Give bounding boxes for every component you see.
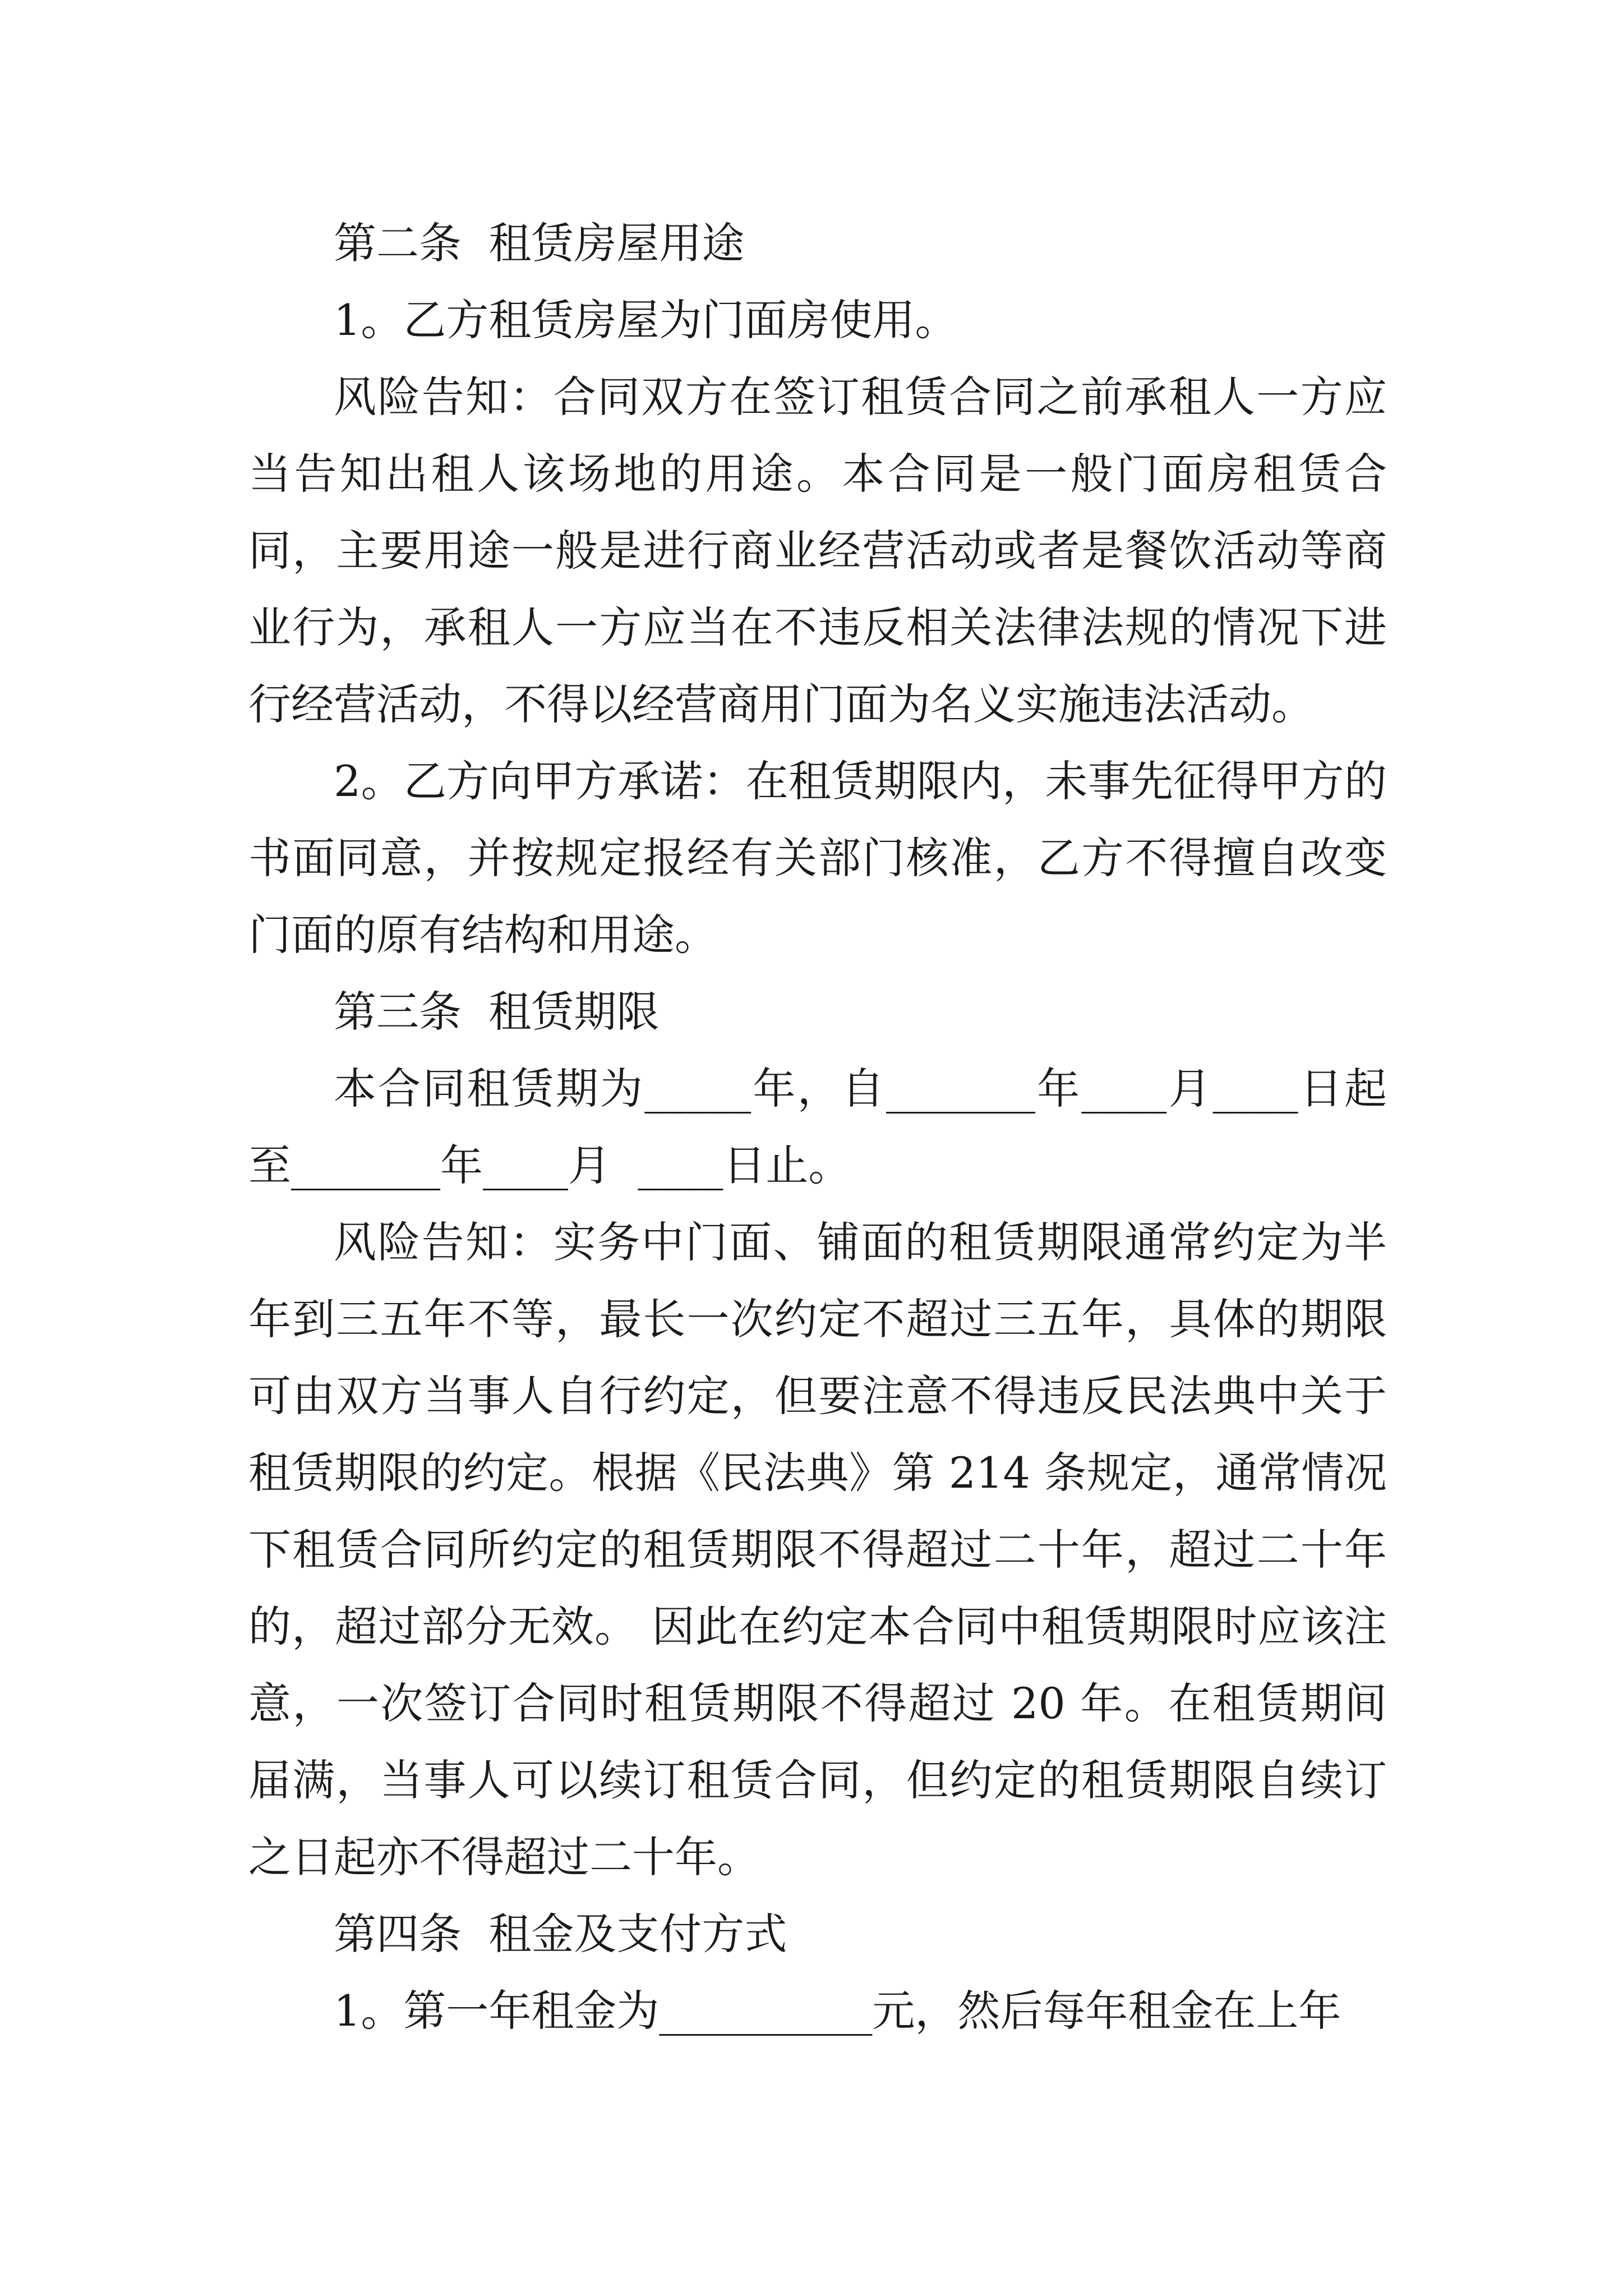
article-4-clause-1: 1。第一年租金为__________元，然后每年租金在上年 (334, 1986, 1341, 2036)
article-4-heading: 第四条 租金及支付方式 (334, 1909, 787, 1959)
article-3-heading: 第三条 租赁期限 (334, 987, 660, 1037)
article-2-risk-notice: 风险告知：合同双方在签订租赁合同之前承租人一方应当告知出租人该场地的用途。本合同是一般门面房租赁合同，主要用途一般是进行商业经营活动或者是餐饮活动等商业行为，承租人一方应当在不违反相关法律法规的情况下进行经营活动，不得以经营商用门面为名义实施违法活动。 (248, 372, 1387, 729)
article-2-clause-1: 1。乙方租赁房屋为门面房使用。 (334, 295, 958, 345)
document-body (248, 205, 1387, 2049)
article-2-clause-2: 2。乙方向甲方承诺：在租赁期限内，未事先征得甲方的书面同意，并按规定报经有关部门核准，乙方不得擅自改变门面的原有结构和用途。 (248, 756, 1387, 960)
article-3-lease-term: 本合同租赁期为_____年，自_______年____月____日起至_______年____月 ____日止。 (248, 1064, 1387, 1190)
article-2-heading: 第二条 租赁房屋用途 (334, 218, 745, 268)
article-3-risk-notice: 风险告知：实务中门面、铺面的租赁期限通常约定为半年到三五年不等，最长一次约定不超过三五年，具体的期限可由双方当事人自行约定，但要注意不得违反民法典中关于租赁期限的约定。根据《民法典》第 214 条规定，通常情况下租赁合同所约定的租赁期限不得超过二十年，超过二十年的，超过部分无效。 因此在约定本合同中租赁期限时应该注意，一次签订合同时租赁期限不得超过 20 年。在租赁期间届满，当事人可以续订租赁合同，但约定的租赁期限自续订之日起亦不得超过二十年。 (248, 1217, 1387, 1882)
